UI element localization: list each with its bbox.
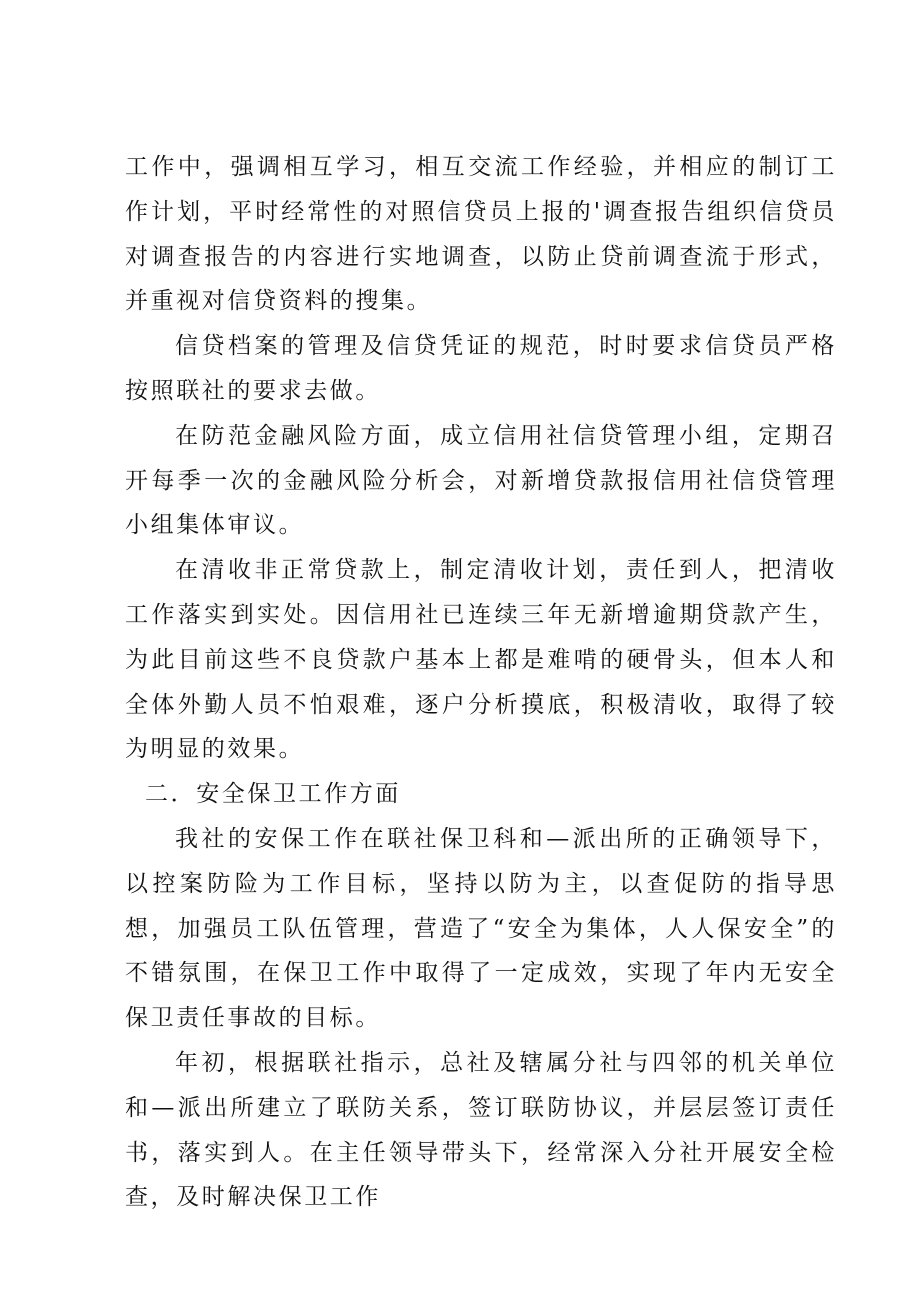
paragraph-security-work: 我社的安保工作在联社保卫科和—派出所的正确领导下，以控案防险为工作目标，坚持以防为主，以查促防的指导思想，加强员工队伍管理，营造了“安全为集体，人人保安全”的不错氛围，在保卫工作中取得了一定成效，实现了年内无安全保卫责任事故的目标。 — [125, 825, 837, 1032]
document-body — [125, 145, 837, 1220]
paragraph-loan-collection: 在清收非正常贷款上，制定清收计划，责任到人，把清收工作落实到实处。因信用社已连续三年无新增逾期贷款产生，为此目前这些不良贷款户基本上都是难啃的硬骨头，但本人和全体外勤人员不怕艰难，逐户分析摸底，积极清收，取得了较为明显的效果。 — [125, 557, 837, 763]
paragraph-financial-risk: 在防范金融风险方面，成立信用社信贷管理小组，定期召开每季一次的金融风险分析会，对新增贷款报信用社信贷管理小组集体审议。 — [125, 422, 837, 539]
paragraph-credit-archives: 信贷档案的管理及信贷凭证的规范，时时要求信贷员严格按照联社的要求去做。 — [125, 333, 837, 404]
paragraph-joint-defense: 年初，根据联社指示，总社及辖属分社与四邻的机关单位和—派出所建立了联防关系，签订联防协议，并层层签订责任书，落实到人。在主任领导带头下，经常深入分社开展安全检查，及时解决保卫工作 — [125, 1049, 837, 1211]
section-heading-security: 二．安全保卫工作方面 — [145, 781, 401, 808]
paragraph-continuation: 工作中，强调相互学习，相互交流工作经验，并相应的制订工作计划，平时经常性的对照信贷员上报的'调查报告组织信贷员对调查报告的内容进行实地调查，以防止贷前调查流于形式，并重视对信贷资料的搜集。 — [125, 154, 837, 315]
